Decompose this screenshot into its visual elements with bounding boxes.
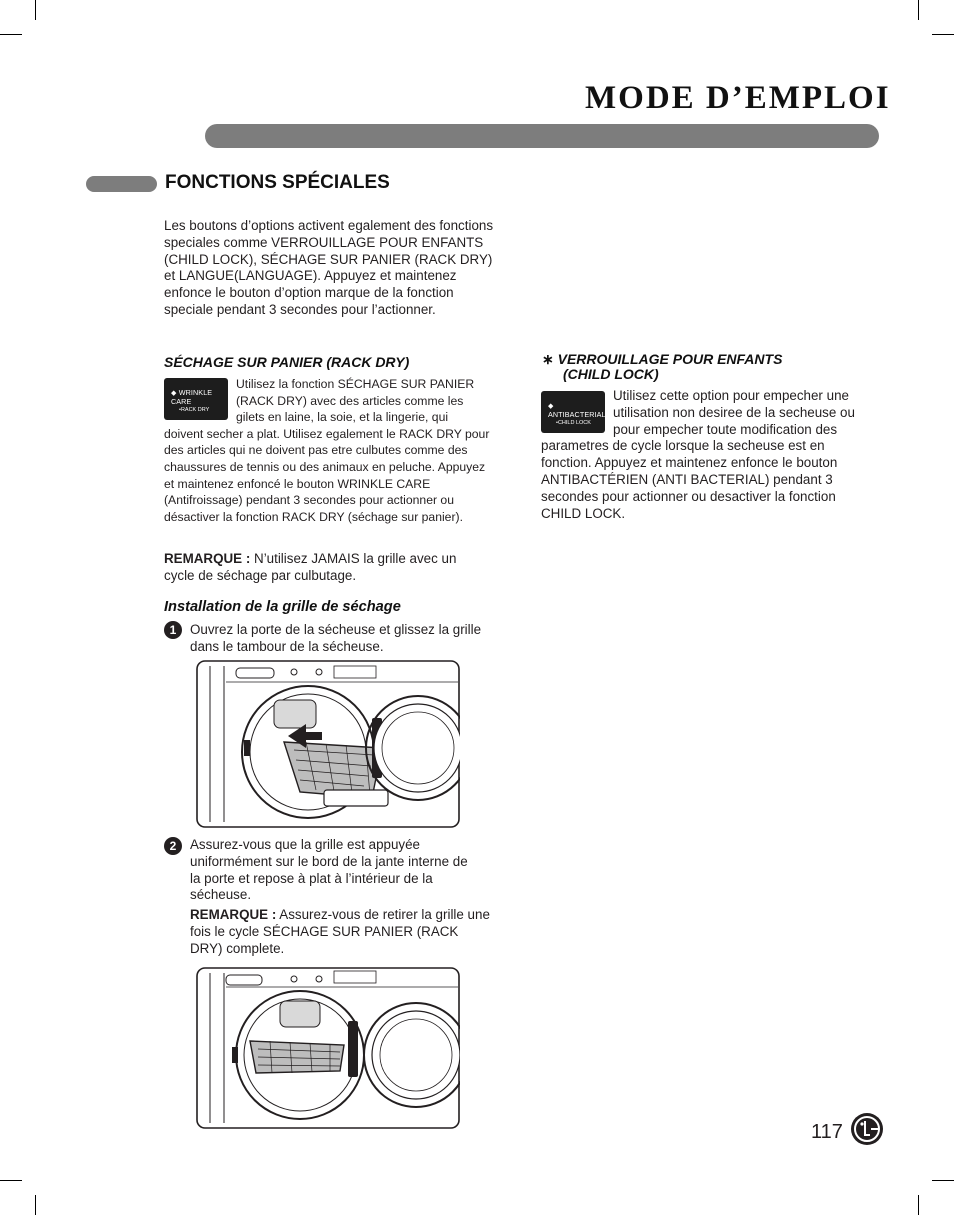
rack-dry-heading: SÉCHAGE SUR PANIER (RACK DRY): [164, 354, 410, 370]
antibacterial-button: [541, 391, 605, 433]
lg-logo: [851, 1113, 883, 1145]
step-2-note: [190, 907, 490, 957]
rack-dry-text: Utilisez la fonction SÉCHAGE SUR PANIER (RACK DRY) avec des articles comme les gilets en laine, la soie, et la lingerie, qui doivent secher a plat. Utilisez egalement le RACK DRY pour des articles qui ne doivent pas etre culbutes comme des chaussures de tennis ou des animaux en peluche. Appuyez et maintenez enfoncé le bouton WRINKLE CARE (Antifroissage) pendant 3 secondes pour actionner ou désactiver la fonction RACK DRY (séchage sur panier).: [164, 377, 490, 524]
header-bar: [205, 124, 879, 148]
button-sublabel: •RACK DRY: [179, 407, 210, 413]
button-label: ◆ WRINKLE CARE: [171, 388, 213, 406]
rack-dry-note: [164, 551, 474, 585]
dryer-rack-insert-drawing: [196, 660, 460, 828]
crop-mark: [932, 34, 954, 35]
lg-logo-mark: [851, 1113, 883, 1145]
crop-mark: [35, 1195, 36, 1215]
step-number-1: 1: [164, 621, 182, 639]
dryer-illustration-1: [196, 660, 460, 828]
crop-mark: [35, 0, 36, 20]
dryer-illustration-2: [196, 967, 460, 1129]
step-number-2: 2: [164, 837, 182, 855]
crop-mark: [918, 1195, 919, 1215]
child-lock-block: [541, 388, 861, 522]
star-marker: ∗: [542, 351, 554, 367]
wrinkle-care-button: [164, 378, 228, 420]
intro-paragraph: Les boutons d’options activent egalement des fonctions speciales comme VERROUILLAGE POUR ENFANTS (CHILD LOCK), SÉCHAGE SUR PANIER (RACK DRY) et LANGUE(LANGUAGE). Appuyez et maintenez enfonce le bouton d’option marque de la fonction speciale pendant 3 secondes pour l’actionner.: [164, 218, 494, 317]
child-lock-heading-line2: (CHILD LOCK): [563, 366, 659, 382]
note-text: Assurez-vous de retirer la grille une fois le cycle SÉCHAGE SUR PANIER (RACK DRY) complete.: [190, 907, 490, 956]
child-lock-heading-line1: VERROUILLAGE POUR ENFANTS: [557, 351, 783, 367]
button-label: ◆ ANTIBACTERIAL: [548, 401, 606, 419]
note-label: REMARQUE :: [190, 907, 277, 922]
section-title: FONCTIONS SPÉCIALES: [165, 172, 390, 193]
button-sublabel: •CHILD LOCK: [556, 420, 591, 426]
step-1-text: Ouvrez la porte de la sécheuse et glissez la grille dans le tambour de la sécheuse.: [190, 622, 482, 654]
rack-dry-block: [164, 376, 490, 525]
step-2-text: Assurez-vous que la grille est appuyée uniformément sur le bord de la jante interne de la porte et repose à plat à l’intérieur de la sécheuse.: [190, 837, 468, 903]
note-text: N’utilisez JAMAIS la grille avec un cycle de séchage par culbutage.: [164, 551, 457, 583]
crop-mark: [0, 34, 22, 35]
page-number: 117: [811, 1121, 843, 1143]
page-title: MODE D’EMPLOI: [585, 80, 891, 116]
crop-mark: [0, 1180, 22, 1181]
dryer-rack-installed-drawing: [196, 967, 460, 1129]
child-lock-text: Utilisez cette option pour empecher une utilisation non desiree de la secheuse ou pour empecher toute modification des parametres de cycle lorsque la secheuse est en fonction. Appuyez et maintenez enfonce le bouton ANTIBACTÉRIEN (ANTI BACTERIAL) pendant 3 secondes pour actionner ou desactiver la fonction CHILD LOCK.: [541, 388, 855, 521]
crop-mark: [932, 1180, 954, 1181]
note-label: REMARQUE :: [164, 551, 251, 566]
crop-mark: [918, 0, 919, 20]
section-pill: [86, 176, 157, 192]
installation-heading: Installation de la grille de séchage: [164, 599, 401, 615]
